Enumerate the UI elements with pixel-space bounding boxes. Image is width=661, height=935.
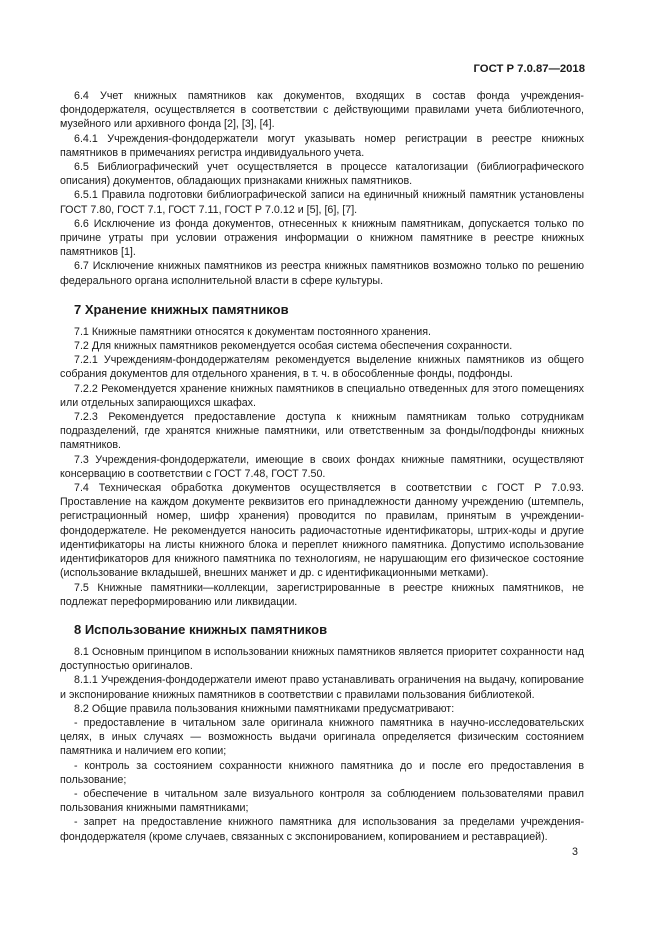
paragraph-6-6: 6.6 Исключение из фонда документов, отнесенных к книжным памятникам, допускается только по причине утраты при условии отражения информации о книжном памятнике в реестре книжных памятников [1]. (60, 217, 584, 259)
paragraph-8-1-1: 8.1.1 Учреждения-фондодержатели имеют право устанавливать ограничения на выдачу, копирование и экспонирование книжных памятников в соответствии с правилами пользования библиотекой. (60, 674, 584, 701)
list-item: - обеспечение в читальном зале визуального контроля за соблюдением пользователями правил пользования книжными памятниками; (60, 787, 584, 815)
paragraph-7-5: 7.5 Книжные памятники—коллекции, зарегистрированные в реестре книжных памятников, не подлежат переформированию или ликвидации. (60, 581, 584, 608)
paragraph-7-3: 7.3 Учреждения-фондодержатели, имеющие в своих фондах книжные памятники, осуществляют консервацию в соответствии с ГОСТ 7.48, ГОСТ 7.50. (60, 453, 584, 480)
section-7-heading: 7 Хранение книжных памятников (74, 301, 289, 317)
section-8-heading: 8 Использование книжных памятников (74, 621, 328, 637)
document-body (60, 89, 584, 844)
paragraph-7-2-2: 7.2.2 Рекомендуется хранение книжных памятников в специально отведенных для этого помещениях или отдельных запирающихся шкафах. (60, 382, 584, 409)
paragraph-6-4: 6.4 Учет книжных памятников как документов, входящих в состав фонда учреждения-фондодержателя, осуществляется в соответствии с действующими правилами учета библиотечного, музейного или архивного фонда [2], [3], [4]. (60, 90, 584, 131)
list-item: - контроль за состоянием сохранности книжного памятника до и после его предоставления в пользование; (60, 759, 584, 786)
list-item: - запрет на предоставление книжного памятника для использования за пределами учреждения-фондодержателя (кроме случаев, связанных с экспонированием, копированием и реставрацией). (60, 816, 584, 843)
list-item: - предоставление в читальном зале оригинала книжного памятника в научно-исследовательских целях, в иных случаях — возможность выдачи оригинала определяется физическим состоянием памятника и наличием его копии; (60, 716, 584, 758)
paragraph-7-2: 7.2 Для книжных памятников рекомендуется особая система обеспечения сохранности. (74, 340, 513, 353)
paragraph-7-4: 7.4 Техническая обработка документов осуществляется в соответствии с ГОСТ Р 7.0.93. Проставление на каждом документе реквизитов его принадлежности данному учреждению (штемпель, регистрационный номер, шифр хранения) проводится по правилам, принятым в учреждении-фондодержателе. Не рекомендуется наносить радиочастотные идентификаторы, штрих-коды и другие идентификаторы на листы книжного блока и переплет книжного памятника. Допустимо использование идентификаторов для книжного памятника по технологиям, не нарушающим его физическое состояние (использование вкладышей, внешних манжет и др. с идентификационными метками). (60, 482, 584, 580)
paragraph-8-2: 8.2 Общие правила пользования книжными памятниками предусматривают: (74, 702, 455, 715)
paragraph-6-5-1: 6.5.1 Правила подготовки библиографической записи на единичный книжный памятник установлены ГОСТ 7.80, ГОСТ 7.1, ГОСТ 7.11, ГОСТ Р 7.0.12 и [5], [6], [7]. (60, 189, 584, 216)
paragraph-6-5: 6.5 Библиографический учет осуществляется в процессе каталогизации (библиографического описания) документов, обладающих признаками книжных памятников. (60, 161, 584, 188)
paragraph-6-7: 6.7 Исключение книжных памятников из реестра книжных памятников возможно только по решению федерального органа исполнительной власти в сфере культуры. (60, 260, 584, 287)
standard-header: ГОСТ Р 7.0.87—2018 (473, 63, 585, 75)
paragraph-7-2-1: 7.2.1 Учреждениям-фондодержателям рекомендуется выделение книжных памятников из общего собрания документов для отдельного хранения, в т. ч. в обособленные фонды, подфонды. (60, 354, 584, 381)
paragraph-8-1: 8.1 Основным принципом в использовании книжных памятников является приоритет сохранности над доступностью оригиналов. (60, 645, 584, 673)
page-number: 3 (572, 846, 578, 858)
paragraph-7-2-3: 7.2.3 Рекомендуется предоставление доступа к книжным памятникам только сотрудникам подразделений, где хранятся книжные памятники, или ответственным за фонды/подфонды книжных памятников. (60, 411, 584, 452)
paragraph-7-1: 7.1 Книжные памятники относятся к документам постоянного хранения. (74, 325, 431, 338)
paragraph-6-4-1: 6.4.1 Учреждения-фондодержатели могут указывать номер регистрации в реестре книжных памятников в примечаниях регистра индивидуального учета. (60, 132, 584, 159)
